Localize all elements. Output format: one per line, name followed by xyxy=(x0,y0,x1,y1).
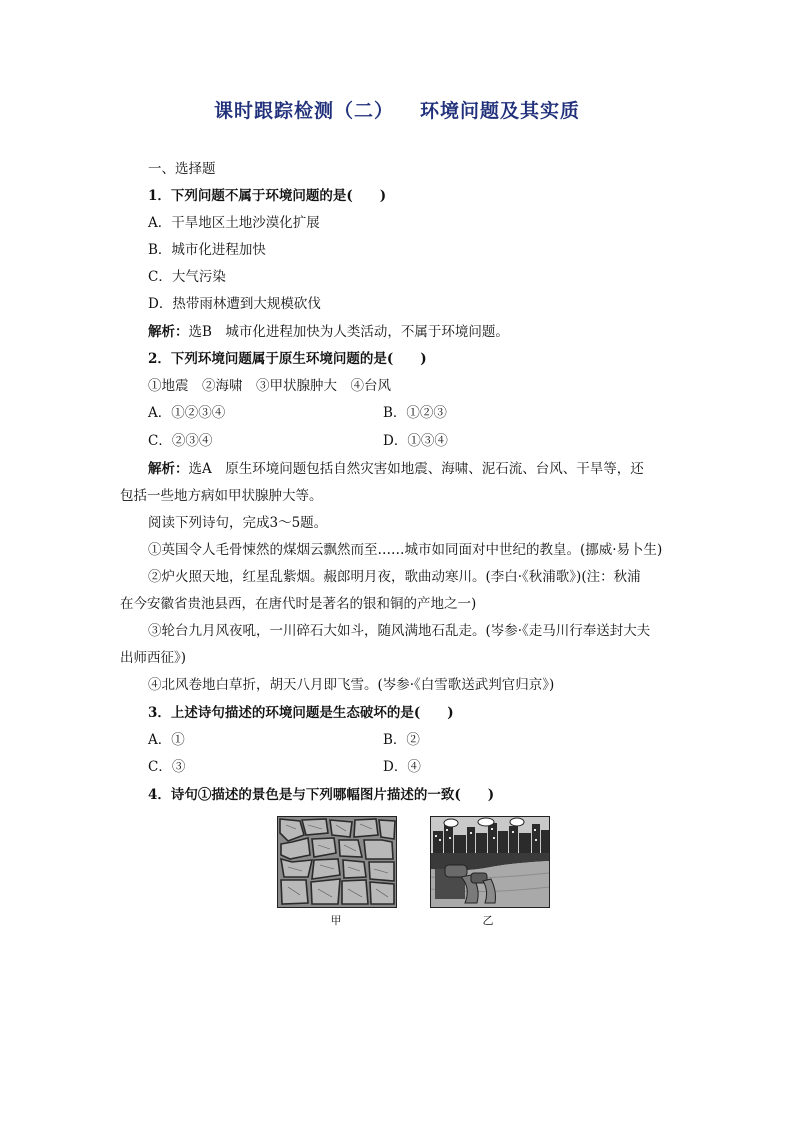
q1-option-c: C．大气污染 xyxy=(148,269,226,285)
poem-1: ①英国令人毛骨悚然的煤烟云飘然而至……城市如同面对中世纪的教皇。(挪威·易卜生) xyxy=(148,542,663,558)
q2-option-a: A．①②③④ xyxy=(148,405,226,421)
reading-intro: 阅读下列诗句，完成3～5题。 xyxy=(148,515,328,531)
analysis-label: 解析： xyxy=(148,324,189,340)
q2-option-c: C．②③④ xyxy=(148,433,213,449)
q4-stem: 4．诗句①描述的景色是与下列哪幅图片描述的一致( ) xyxy=(148,787,495,803)
q1-option-a: A．干旱地区土地沙漠化扩展 xyxy=(148,215,320,231)
poem-2-cont: 在今安徽省贵池县西，在唐代时是著名的银和铜的产地之一) xyxy=(120,596,477,612)
poem-2: ②炉火照天地，红星乱紫烟。赧郎明月夜，歌曲动寒川。(李白·《秋浦歌》)(注：秋浦 xyxy=(148,569,641,585)
q2-option-d: D．①③④ xyxy=(383,433,448,449)
poem-3-cont: 出师西征》) xyxy=(120,650,187,666)
poem-3: ③轮台九月风夜吼，一川碎石大如斗，随风满地石乱走。(岑参·《走马川行奉送封大夫 xyxy=(148,623,651,639)
q3-stem: 3．上述诗句描述的环境问题是生态破坏的是( ) xyxy=(148,705,454,721)
q1-analysis xyxy=(148,323,509,341)
title-sub: 环境问题及其实质 xyxy=(420,100,581,122)
analysis-label: 解析： xyxy=(148,461,189,477)
q2-stem: 2．下列环境问题属于原生环境问题的是( ) xyxy=(148,351,427,367)
q2-analysis-cont: 包括一些地方病如甲状腺肿大等。 xyxy=(120,488,323,504)
poem-4: ④北风卷地白草折，胡天八月即飞雪。(岑参·《白雪歌送武判官归京》) xyxy=(148,677,555,693)
analysis-text: 选A 原生环境问题包括自然灾害如地震、海啸、泥石流、台风、干旱等，还 xyxy=(188,461,644,477)
q3-option-d: D．④ xyxy=(383,759,421,775)
q1-option-b: B．城市化进程加快 xyxy=(148,242,266,258)
section-heading: 一、选择题 xyxy=(148,161,216,177)
polluted-city-image xyxy=(430,816,550,908)
title-main: 课时跟踪检测（二） xyxy=(213,100,394,122)
figure-caption-right: 乙 xyxy=(482,914,494,927)
cracked-earth-image xyxy=(277,816,397,908)
page-title xyxy=(0,96,794,123)
q2-analysis xyxy=(148,460,644,478)
analysis-text: 选B 城市化进程加快为人类活动，不属于环境问题。 xyxy=(188,324,509,340)
q3-option-b: B．② xyxy=(383,732,420,748)
q2-option-b: B．①②③ xyxy=(383,405,447,421)
q3-option-a: A．① xyxy=(148,732,185,748)
figure-caption-left: 甲 xyxy=(330,914,342,927)
q1-option-d: D．热带雨林遭到大规模砍伐 xyxy=(148,296,321,312)
q1-stem: 1．下列问题不属于环境问题的是( ) xyxy=(148,188,387,204)
q3-option-c: C．③ xyxy=(148,759,186,775)
q2-items: ①地震 ②海啸 ③甲状腺肿大 ④台风 xyxy=(148,378,391,394)
